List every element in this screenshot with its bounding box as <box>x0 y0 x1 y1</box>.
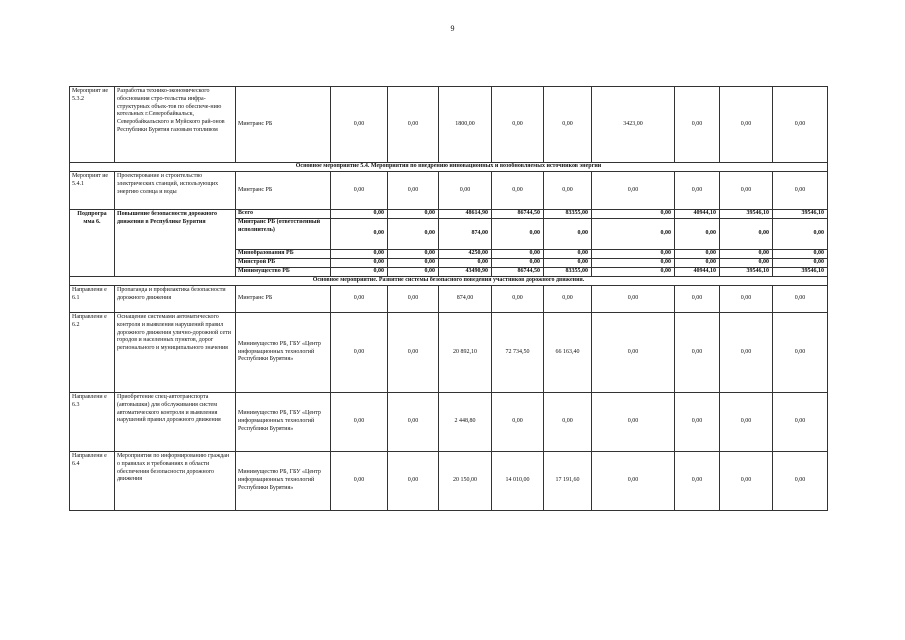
row-code: Направлени е 6.4 <box>70 452 115 511</box>
table-row <box>70 393 828 452</box>
value-cell: 0,00 <box>492 259 544 268</box>
value-cell: 40944,10 <box>675 268 720 277</box>
value-cell: 0,00 <box>544 172 592 210</box>
value-cell: 17 191,60 <box>544 452 592 511</box>
value-cell: 0,00 <box>388 87 439 163</box>
value-cell: 0,00 <box>331 268 388 277</box>
value-cell: 39546,10 <box>720 268 773 277</box>
value-cell: 43490,90 <box>439 268 492 277</box>
value-cell: 0,00 <box>331 210 388 219</box>
value-cell: 0,00 <box>544 87 592 163</box>
row-code: Направлени е 6.3 <box>70 393 115 452</box>
page-number: 9 <box>450 24 455 33</box>
value-cell: 0,00 <box>720 87 773 163</box>
value-cell: 0,00 <box>388 393 439 452</box>
value-cell: 0,00 <box>544 219 592 250</box>
value-cell: 0,00 <box>720 219 773 250</box>
value-cell: 0,00 <box>720 393 773 452</box>
value-cell: 3423,00 <box>592 87 675 163</box>
value-cell: 0,00 <box>675 219 720 250</box>
program-funding-table <box>69 86 828 511</box>
value-cell: 0,00 <box>675 313 720 393</box>
row-name: Приобретение спец-автотранспорта (автовышки) для обслуживания систем автоматического контроля и выявления нарушений правил дорожного движения <box>115 393 236 452</box>
row-executor: Минтранс РБ <box>236 286 331 313</box>
row-code: Мероприят ие 5.3.2 <box>70 87 115 163</box>
value-cell: 20 892,10 <box>439 313 492 393</box>
value-cell: 0,00 <box>331 250 388 259</box>
row-name: Разработка технико-экономического обоснования стро-тельства инфра-структурных объек-тов по обеспече-нию котельных г.Северобайкальск, Северобайкальского и Муйского рай-онов Республики Бурятия газовым топливом <box>115 87 236 163</box>
table-body <box>70 87 828 511</box>
value-cell: 0,00 <box>388 219 439 250</box>
subprogram-executor: Минимущество РБ <box>236 268 331 277</box>
value-cell: 0,00 <box>675 286 720 313</box>
value-cell: 0,00 <box>331 393 388 452</box>
value-cell: 1800,00 <box>439 87 492 163</box>
value-cell: 0,00 <box>773 313 828 393</box>
value-cell: 0,00 <box>675 259 720 268</box>
subprogram-code: Подпрогра мма 6. <box>70 210 115 277</box>
value-cell: 39546,10 <box>720 210 773 219</box>
row-code: Направлени е 6.1 <box>70 286 115 313</box>
section-row <box>70 163 828 172</box>
value-cell: 0,00 <box>592 259 675 268</box>
value-cell: 0,00 <box>388 286 439 313</box>
value-cell: 86744,50 <box>492 268 544 277</box>
value-cell: 0,00 <box>331 286 388 313</box>
value-cell: 0,00 <box>492 219 544 250</box>
value-cell: 40944,10 <box>675 210 720 219</box>
value-cell: 0,00 <box>544 250 592 259</box>
value-cell: 0,00 <box>592 313 675 393</box>
value-cell: 0,00 <box>592 268 675 277</box>
value-cell: 0,00 <box>331 259 388 268</box>
value-cell: 0,00 <box>675 87 720 163</box>
value-cell: 83355,00 <box>544 268 592 277</box>
value-cell: 0,00 <box>492 250 544 259</box>
value-cell: 72 734,50 <box>492 313 544 393</box>
row-code: Мероприят ие 5.4.1 <box>70 172 115 210</box>
value-cell: 0,00 <box>592 286 675 313</box>
subprogram-executor: Минобразования РБ <box>236 250 331 259</box>
value-cell: 0,00 <box>439 259 492 268</box>
value-cell: 0,00 <box>773 219 828 250</box>
value-cell: 0,00 <box>388 452 439 511</box>
row-executor: Минимущество РБ, ГБУ «Центр информационных технологий Республики Бурятия» <box>236 313 331 393</box>
value-cell: 0,00 <box>388 250 439 259</box>
table-row <box>70 286 828 313</box>
value-cell: 86744,50 <box>492 210 544 219</box>
value-cell: 0,00 <box>720 452 773 511</box>
value-cell: 0,00 <box>544 286 592 313</box>
value-cell: 4250,00 <box>439 250 492 259</box>
value-cell: 0,00 <box>388 172 439 210</box>
value-cell: 39546,10 <box>773 268 828 277</box>
value-cell: 14 010,00 <box>492 452 544 511</box>
value-cell: 0,00 <box>439 172 492 210</box>
value-cell: 0,00 <box>388 210 439 219</box>
value-cell: 0,00 <box>773 393 828 452</box>
value-cell: 0,00 <box>331 452 388 511</box>
value-cell: 48614,90 <box>439 210 492 219</box>
row-executor: Минимущество РБ, ГБУ «Центр информационных технологий Республики Бурятия» <box>236 452 331 511</box>
value-cell: 0,00 <box>331 172 388 210</box>
value-cell: 0,00 <box>675 393 720 452</box>
subprogram-executor: Всего <box>236 210 331 219</box>
value-cell: 0,00 <box>592 210 675 219</box>
value-cell: 20 150,00 <box>439 452 492 511</box>
value-cell: 83355,00 <box>544 210 592 219</box>
row-name: Мероприятия по информированию граждан о правилах и требованиях в области обеспечения безопасности дорожного движения <box>115 452 236 511</box>
subprogram-row <box>70 210 828 219</box>
value-cell: 0,00 <box>720 172 773 210</box>
value-cell: 0,00 <box>544 393 592 452</box>
table-row <box>70 452 828 511</box>
value-cell: 0,00 <box>720 286 773 313</box>
row-name: Оснащение системами автоматического контроля и выявления нарушений правил дорожного движения улично-дорожной сети городов и населенных пунктов, дорог регионального и муниципального значения <box>115 313 236 393</box>
row-executor: Минтранс РБ <box>236 87 331 163</box>
value-cell: 0,00 <box>773 286 828 313</box>
row-name: Проектирование и строительство электрических станций, использующих энергию солнца и воды <box>115 172 236 210</box>
row-executor: Минимущество РБ, ГБУ «Центр информационных технологий Республики Бурятия» <box>236 393 331 452</box>
value-cell: 0,00 <box>492 172 544 210</box>
value-cell: 0,00 <box>492 87 544 163</box>
value-cell: 0,00 <box>388 268 439 277</box>
value-cell: 0,00 <box>720 313 773 393</box>
row-name: Пропаганда и профилактика безопасности дорожного движения <box>115 286 236 313</box>
table-row <box>70 172 828 210</box>
subprogram-executor: Минтранс РБ (ответственный исполнитель) <box>236 219 331 250</box>
value-cell: 2 448,80 <box>439 393 492 452</box>
section-row <box>70 277 828 286</box>
value-cell: 0,00 <box>592 219 675 250</box>
value-cell: 0,00 <box>773 452 828 511</box>
value-cell: 0,00 <box>773 87 828 163</box>
value-cell: 0,00 <box>675 250 720 259</box>
value-cell: 0,00 <box>388 259 439 268</box>
value-cell: 0,00 <box>720 250 773 259</box>
value-cell: 0,00 <box>592 452 675 511</box>
value-cell: 0,00 <box>331 313 388 393</box>
section-title: Основное мероприятие. Развитие системы безопасного поведения участников дорожного движения. <box>70 277 828 286</box>
value-cell: 874,00 <box>439 219 492 250</box>
value-cell: 0,00 <box>675 172 720 210</box>
value-cell: 0,00 <box>773 259 828 268</box>
value-cell: 0,00 <box>331 219 388 250</box>
value-cell: 874,00 <box>439 286 492 313</box>
value-cell: 0,00 <box>675 452 720 511</box>
value-cell: 0,00 <box>773 172 828 210</box>
value-cell: 0,00 <box>492 393 544 452</box>
row-executor: Минтранс РБ <box>236 172 331 210</box>
value-cell: 0,00 <box>544 259 592 268</box>
value-cell: 0,00 <box>773 250 828 259</box>
value-cell: 0,00 <box>492 286 544 313</box>
subprogram-name: Повышение безопасности дорожного движения в Республике Бурятия <box>115 210 236 277</box>
value-cell: 0,00 <box>331 87 388 163</box>
table-row <box>70 313 828 393</box>
subprogram-executor: Минстрой РБ <box>236 259 331 268</box>
value-cell: 0,00 <box>592 393 675 452</box>
value-cell: 0,00 <box>720 259 773 268</box>
value-cell: 0,00 <box>388 313 439 393</box>
section-title: Основное мероприятие 5.4. Мероприятия по внедрению инновационных и возобновляемых источников энергии <box>70 163 828 172</box>
value-cell: 0,00 <box>592 250 675 259</box>
value-cell: 39546,10 <box>773 210 828 219</box>
table-row <box>70 87 828 163</box>
row-code: Направлени е 6.2 <box>70 313 115 393</box>
value-cell: 0,00 <box>592 172 675 210</box>
value-cell: 66 163,40 <box>544 313 592 393</box>
